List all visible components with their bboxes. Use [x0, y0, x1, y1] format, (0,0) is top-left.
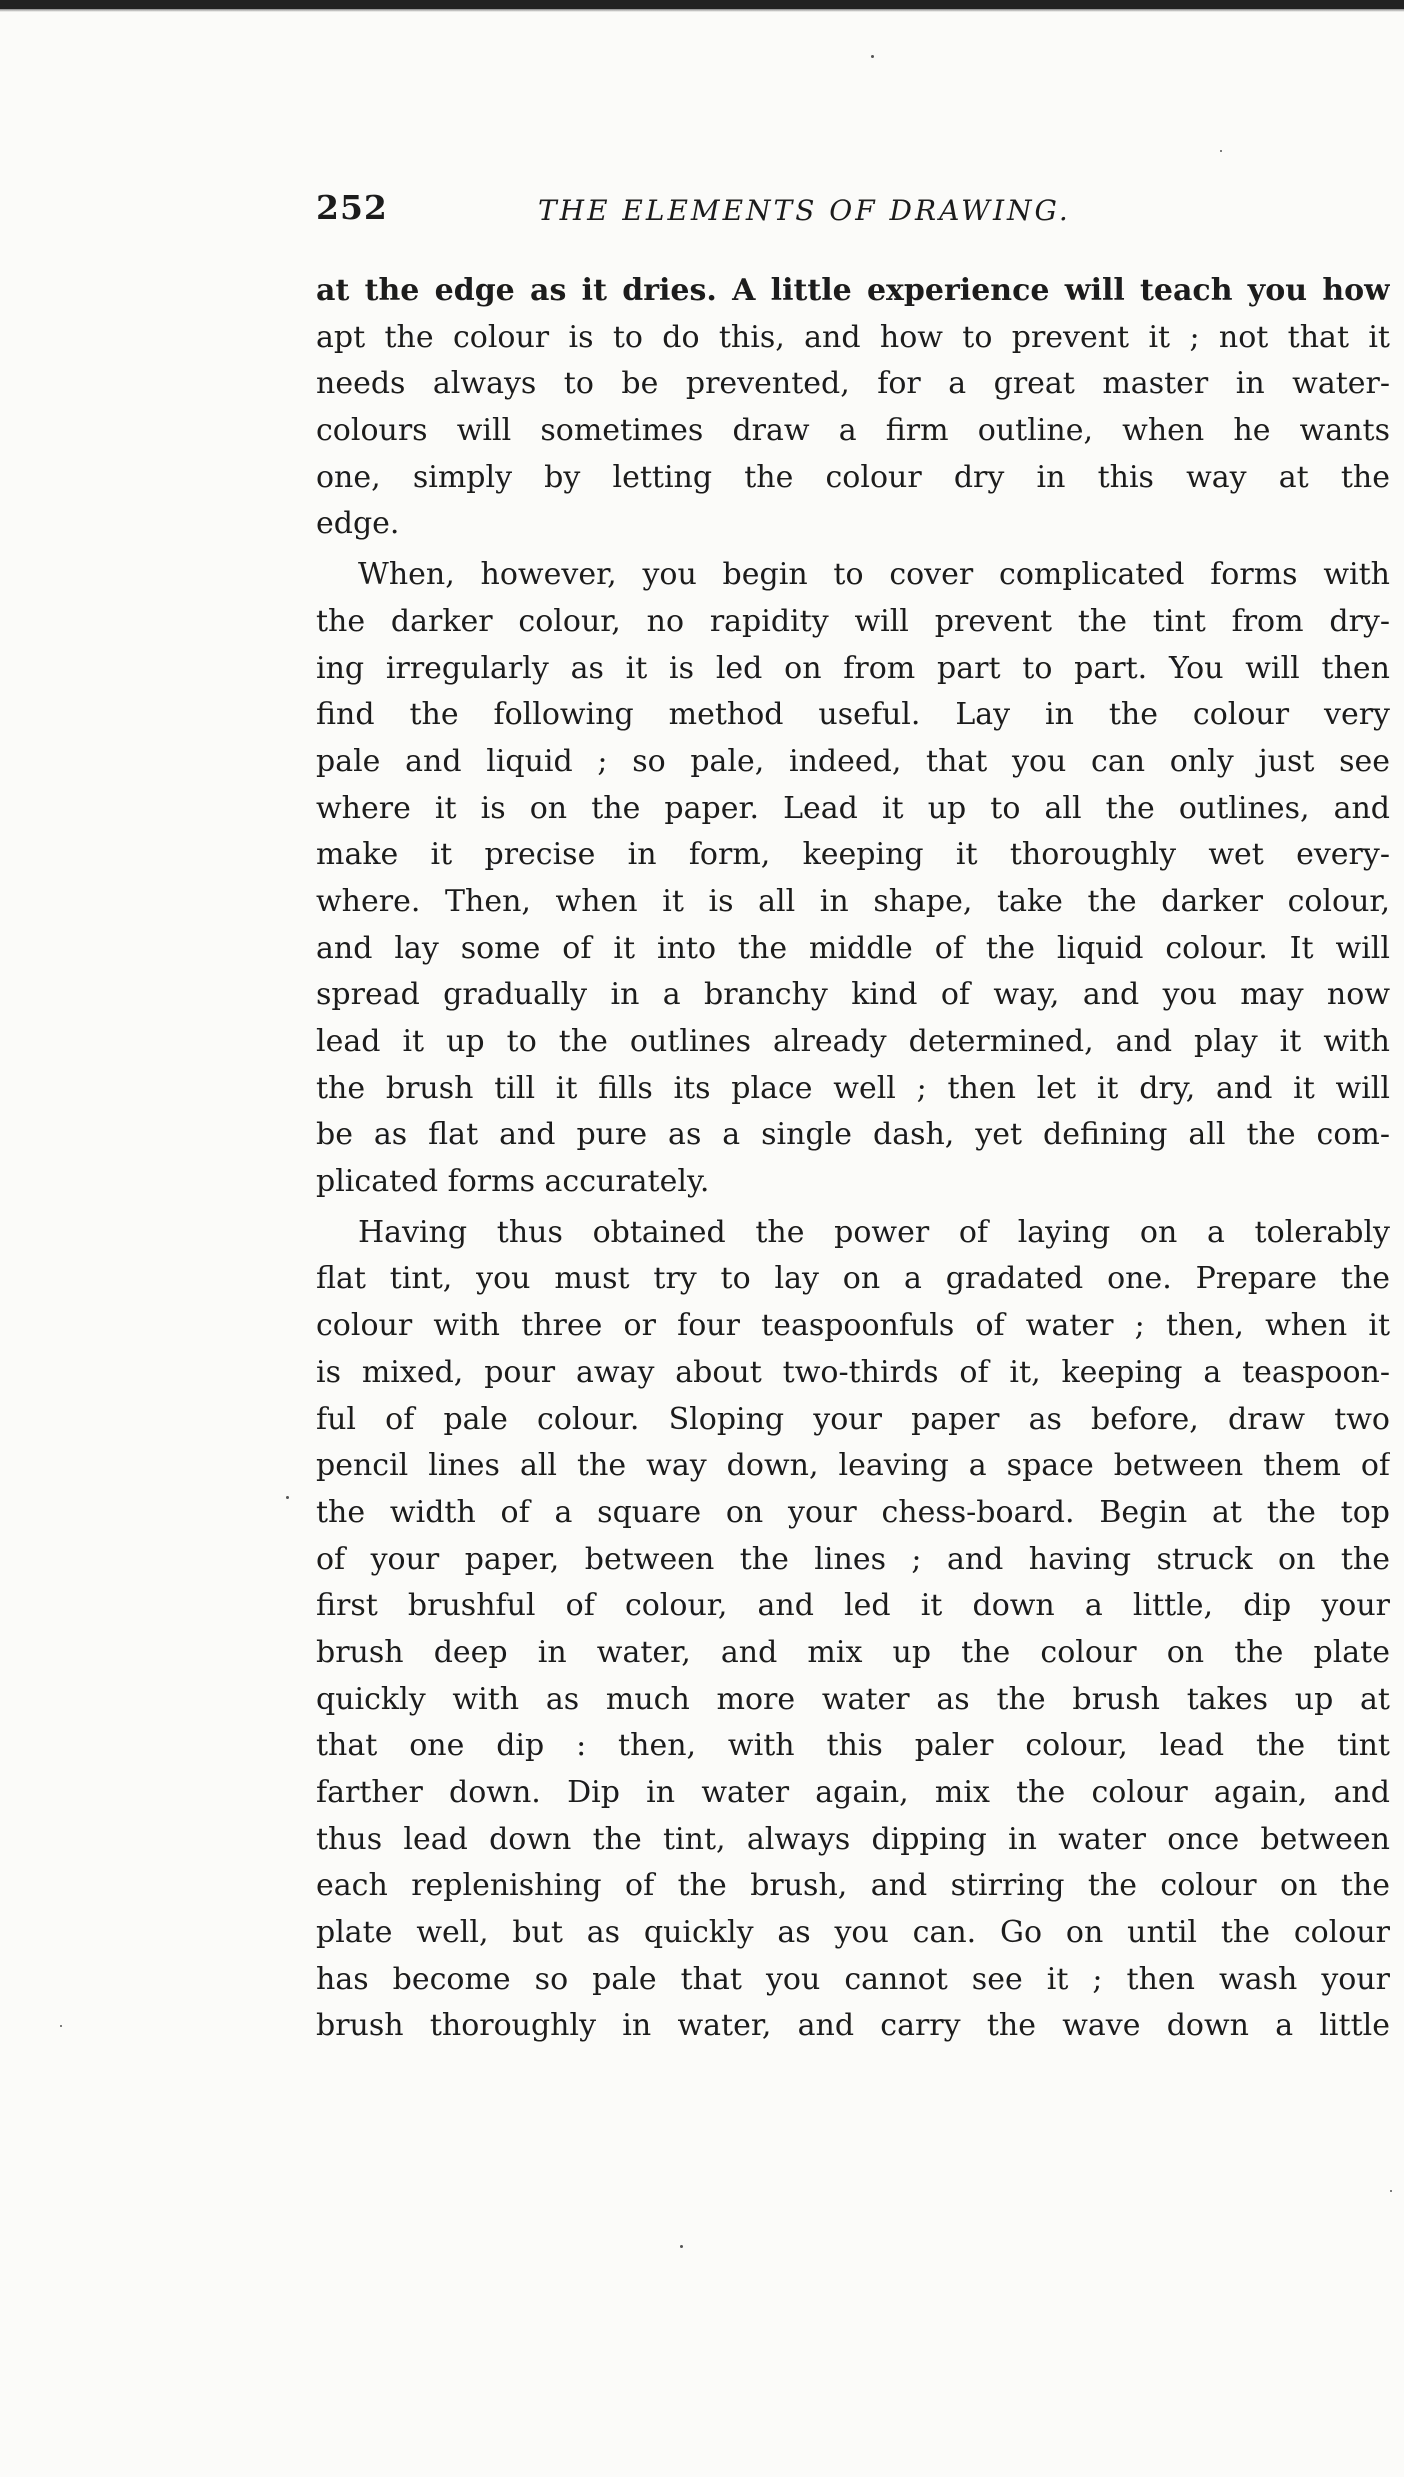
text-line: flat tint, you must try to lay on a gradated one. Prepare the [316, 1261, 1390, 1297]
text-line: that one dip : then, with this paler colour, lead the tint [316, 1728, 1390, 1764]
text-line: each replenishing of the brush, and stirring the colour on the [316, 1868, 1390, 1904]
page-top-edge [0, 0, 1404, 9]
text-line: and lay some of it into the middle of the liquid colour. It will [316, 930, 1390, 966]
text-line: apt the colour is to do this, and how to prevent it ; not that it [316, 319, 1390, 355]
text-line: plate well, but as quickly as you can. Go on until the colour [316, 1915, 1390, 1951]
text-line: quickly with as much more water as the brush takes up at [316, 1681, 1390, 1717]
text-line: colours will sometimes draw a firm outline, when he wants [316, 413, 1390, 449]
text-line: of your paper, between the lines ; and having struck on the [316, 1541, 1390, 1577]
text-line: ing irregularly as it is led on from part to part. You will then [316, 650, 1390, 686]
page-number: 252 [316, 188, 388, 227]
text-line: where. Then, when it is all in shape, take the darker colour, [316, 883, 1390, 919]
text-line: one, simply by letting the colour dry in this way at the [316, 459, 1390, 495]
text-line: make it precise in form, keeping it thoroughly wet every- [316, 837, 1390, 873]
text-line: plicated forms accurately. [316, 1164, 710, 1200]
text-line: brush deep in water, and mix up the colour on the plate [316, 1634, 1390, 1670]
text-line: colour with three or four teaspoonfuls of water ; then, when it [316, 1308, 1390, 1344]
text-line: the darker colour, no rapidity will prevent the tint from dry- [316, 603, 1390, 639]
text-line: needs always to be prevented, for a great master in water- [316, 366, 1390, 402]
paper-speck [60, 2025, 62, 2027]
text-line: pale and liquid ; so pale, indeed, that you can only just see [316, 743, 1390, 779]
paper-speck [286, 1496, 289, 1499]
text-line: When, however, you begin to cover complicated forms with [358, 557, 1390, 593]
text-line: the brush till it fills its place well ; then let it dry, and it will [316, 1070, 1390, 1106]
body-text [316, 268, 1390, 2050]
text-line: be as flat and pure as a single dash, yet defining all the com- [316, 1117, 1390, 1153]
text-line: farther down. Dip in water again, mix the colour again, and [316, 1775, 1390, 1810]
text-line: first brushful of colour, and led it down a little, dip your [316, 1588, 1390, 1624]
running-head [316, 188, 1190, 238]
text-line: find the following method useful. Lay in the colour very [316, 697, 1390, 733]
running-title: THE ELEMENTS OF DRAWING. [538, 194, 1071, 227]
text-line: lead it up to the outlines already determined, and play it with [316, 1024, 1390, 1059]
page-top-edge-shadow [0, 9, 1404, 12]
text-line: spread gradually in a branchy kind of way, and you may now [316, 977, 1390, 1013]
paper-speck [1220, 150, 1222, 152]
text-line: edge. [316, 506, 400, 542]
paper-speck [871, 55, 874, 58]
text-line: is mixed, pour away about two-thirds of it, keeping a teaspoon- [316, 1354, 1390, 1390]
paragraph [316, 1210, 1390, 2050]
text-line: thus lead down the tint, always dipping in water once between [316, 1821, 1390, 1857]
paper-speck [680, 2245, 683, 2248]
text-line: Having thus obtained the power of laying on a tolerably [358, 1214, 1390, 1250]
paragraph [316, 268, 1390, 548]
text-line: has become so pale that you cannot see it ; then wash your [316, 1961, 1390, 1997]
text-line: ful of pale colour. Sloping your paper as before, draw two [316, 1401, 1390, 1437]
text-line: the width of a square on your chess-board. Begin at the top [316, 1494, 1390, 1530]
paper-speck [1390, 2190, 1392, 2192]
text-line: at the edge as it dries. A little experience will teach you how [316, 273, 1390, 308]
text-line: where it is on the paper. Lead it up to all the outlines, and [316, 790, 1390, 826]
paragraph [316, 552, 1390, 1206]
text-line: pencil lines all the way down, leaving a space between them of [316, 1448, 1390, 1484]
text-line: brush thoroughly in water, and carry the wave down a little [316, 2008, 1390, 2044]
